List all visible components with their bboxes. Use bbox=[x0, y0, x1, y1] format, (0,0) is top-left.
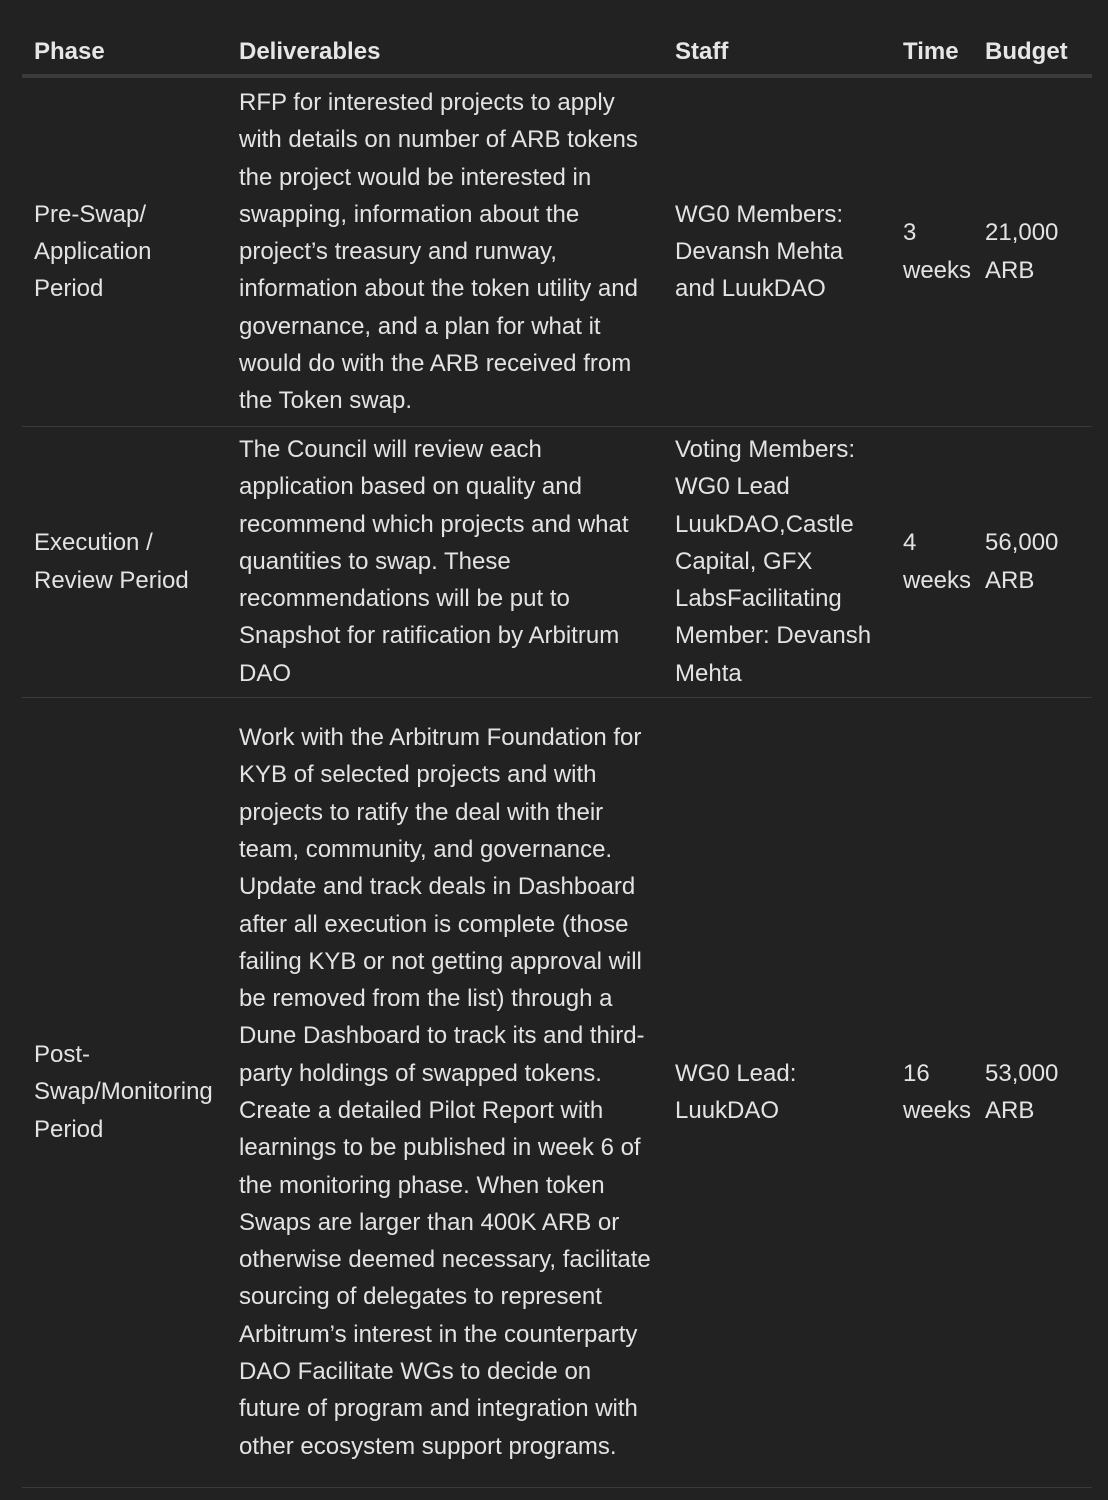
time-cell: 3 weeks bbox=[891, 76, 979, 426]
deliverables-cell: Work with the Arbitrum Foundation for KYB of selected projects and with projects to ratify the deal with their team, community, and governance. Update and track deals in Dashboard after all execution is complete (those failing KYB or not getting approval will be removed from the list) through a Dune Dashboard to track its and third-party holdings of swapped tokens. Create a detailed Pilot Report with learnings to be published in week 6 of the monitoring phase. When token Swaps are larger than 400K ARB or otherwise deemed necessary, facilitate sourcing of delegates to represent Arbitrum’s interest in the counterparty DAO Facilitate WGs to decide on future of program and integration with other ecosystem support programs. bbox=[227, 697, 663, 1487]
staff-cell: WG0 Lead: LuukDAO bbox=[663, 697, 891, 1487]
phase-table bbox=[22, 30, 1092, 1488]
header-phase: Phase bbox=[22, 30, 227, 76]
deliverables-cell: The Council will review each application based on quality and recommend which projects and what quantities to swap. These recommendations will be put to Snapshot for ratification by Arbitrum DAO bbox=[227, 426, 663, 697]
table-row bbox=[22, 697, 1092, 1487]
time-cell: 16 weeks bbox=[891, 697, 979, 1487]
staff-cell: Voting Members: WG0 Lead LuukDAO,Castle Capital, GFX LabsFacilitating Member: Devansh Mehta bbox=[663, 426, 891, 697]
phase-cell: Pre-Swap/ Application Period bbox=[22, 76, 227, 426]
table-header-row bbox=[22, 30, 1092, 76]
budget-cell: 53,000 ARB bbox=[979, 697, 1092, 1487]
table-row bbox=[22, 426, 1092, 697]
budget-cell: 21,000 ARB bbox=[979, 76, 1092, 426]
header-staff: Staff bbox=[663, 30, 891, 76]
table-row bbox=[22, 76, 1092, 426]
staff-cell: WG0 Members: Devansh Mehta and LuukDAO bbox=[663, 76, 891, 426]
header-budget: Budget bbox=[979, 30, 1092, 76]
header-time: Time bbox=[891, 30, 979, 76]
budget-cell: 56,000 ARB bbox=[979, 426, 1092, 697]
deliverables-cell: RFP for interested projects to apply with details on number of ARB tokens the project would be interested in swapping, information about the project’s treasury and runway, information about the token utility and governance, and a plan for what it would do with the ARB received from the Token swap. bbox=[227, 76, 663, 426]
time-cell: 4 weeks bbox=[891, 426, 979, 697]
header-deliverables: Deliverables bbox=[227, 30, 663, 76]
phase-cell: Execution / Review Period bbox=[22, 426, 227, 697]
phase-cell: Post-Swap/Monitoring Period bbox=[22, 697, 227, 1487]
